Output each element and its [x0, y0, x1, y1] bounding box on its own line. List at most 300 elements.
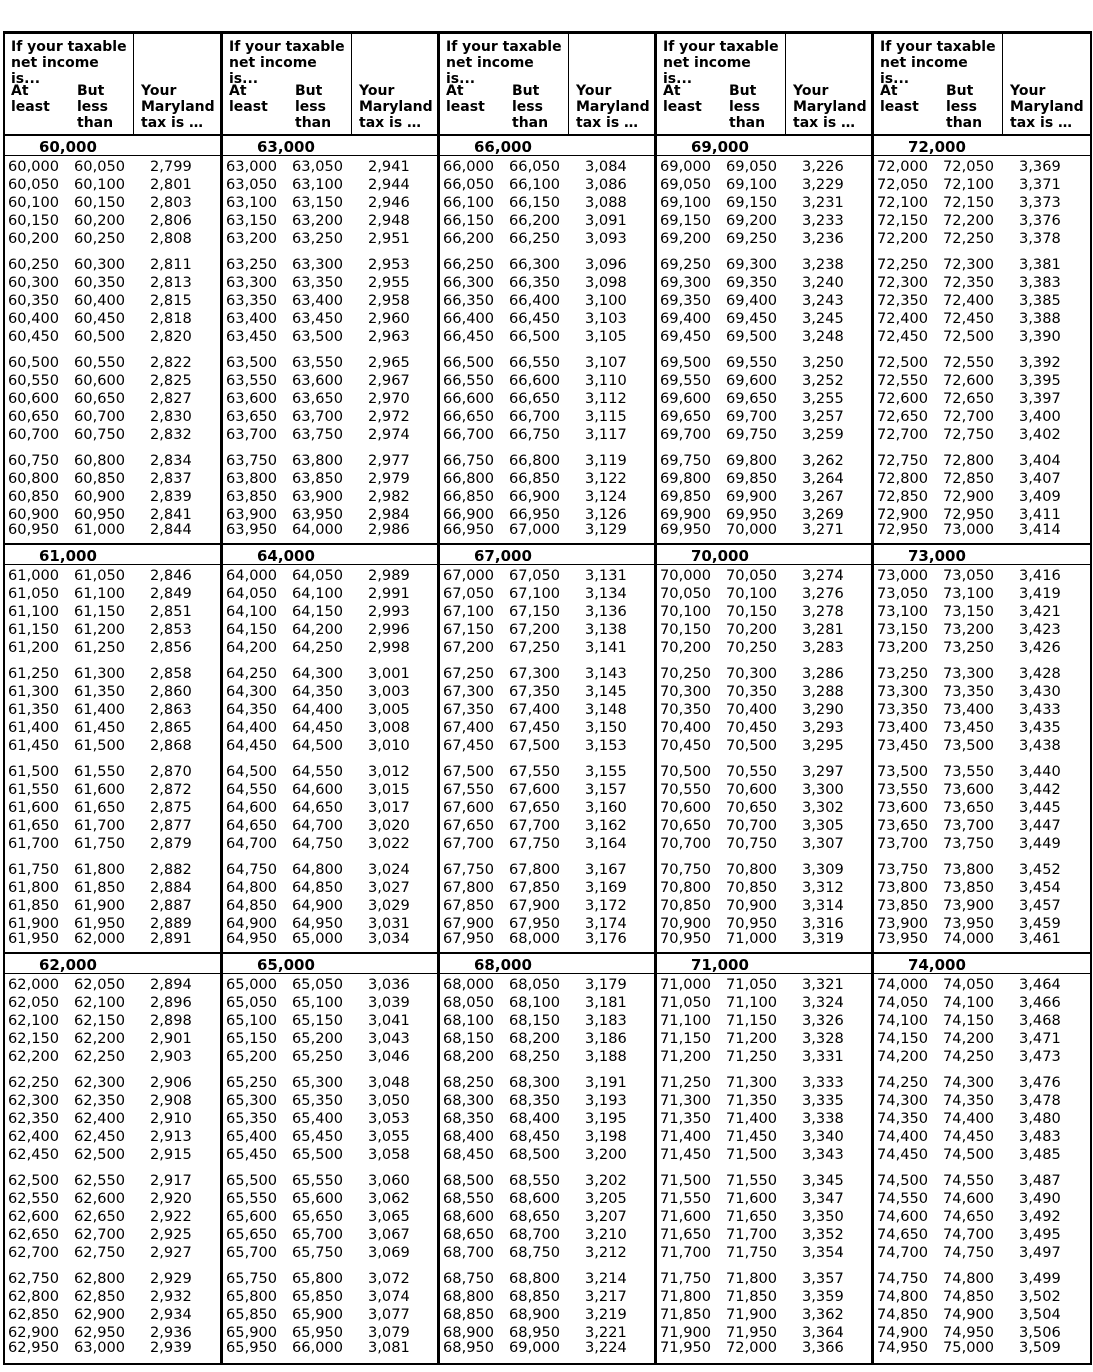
- but-less-than-value: 67,350: [509, 683, 561, 700]
- table-row: [657, 426, 875, 444]
- at-least-value: 63,600: [226, 390, 278, 407]
- table-row: [657, 701, 875, 719]
- tax-value: 3,257: [802, 408, 844, 425]
- but-less-than-value: 68,450: [509, 1128, 561, 1145]
- tax-value: 3,103: [585, 310, 627, 327]
- at-least-value: 73,950: [877, 930, 929, 947]
- at-least-value: 60,400: [8, 310, 60, 327]
- but-less-than-value: 75,000: [943, 1339, 995, 1356]
- tax-value: 2,979: [368, 470, 410, 487]
- but-less-than-value: 72,050: [943, 158, 995, 175]
- at-least-value: 71,900: [660, 1324, 712, 1341]
- but-less-than-value: 68,350: [509, 1092, 561, 1109]
- tax-value: 2,870: [150, 763, 192, 780]
- table-row: [657, 781, 875, 799]
- table-row: [5, 835, 223, 853]
- but-less-than-value: 67,200: [509, 621, 561, 638]
- but-less-than-value: 66,150: [509, 194, 561, 211]
- at-least-value: 62,050: [8, 994, 60, 1011]
- table-row: [440, 1048, 658, 1066]
- at-least-value: 73,200: [877, 639, 929, 656]
- tax-value: 3,290: [802, 701, 844, 718]
- but-less-than-value: 71,000: [726, 930, 778, 947]
- tax-value: 3,471: [1019, 1030, 1061, 1047]
- tax-value: 3,176: [585, 930, 627, 947]
- block-heading: [874, 545, 1092, 565]
- header-your-tax: Your Maryland tax is …: [576, 83, 650, 131]
- tax-value: 2,858: [150, 665, 192, 682]
- table-row: [440, 1288, 658, 1306]
- income-block: [5, 954, 223, 1363]
- table-row: [657, 372, 875, 390]
- table-row: [5, 1339, 223, 1357]
- but-less-than-value: 74,100: [943, 994, 995, 1011]
- tax-value: 2,993: [368, 603, 410, 620]
- tax-value: 3,395: [1019, 372, 1061, 389]
- table-row: [223, 763, 441, 781]
- table-row: [657, 1244, 875, 1262]
- table-row: [5, 665, 223, 683]
- header-caption: If your taxable net income is...: [229, 39, 345, 87]
- but-less-than-value: 67,550: [509, 763, 561, 780]
- but-less-than-value: 66,450: [509, 310, 561, 327]
- tax-value: 2,818: [150, 310, 192, 327]
- table-row: [874, 976, 1092, 994]
- at-least-value: 64,800: [226, 879, 278, 896]
- but-less-than-value: 61,100: [74, 585, 126, 602]
- tax-value: 3,093: [585, 230, 627, 247]
- at-least-value: 69,650: [660, 408, 712, 425]
- tax-value: 3,145: [585, 683, 627, 700]
- at-least-value: 63,950: [226, 521, 278, 538]
- at-least-value: 70,100: [660, 603, 712, 620]
- at-least-value: 67,150: [443, 621, 495, 638]
- table-row: [5, 1030, 223, 1048]
- table-row: [5, 1270, 223, 1288]
- but-less-than-value: 66,100: [509, 176, 561, 193]
- header-at-least: At least: [880, 83, 919, 115]
- at-least-value: 68,700: [443, 1244, 495, 1261]
- but-less-than-value: 66,850: [509, 470, 561, 487]
- tax-value: 3,155: [585, 763, 627, 780]
- tax-value: 3,034: [368, 930, 410, 947]
- but-less-than-value: 71,800: [726, 1270, 778, 1287]
- at-least-value: 63,250: [226, 256, 278, 273]
- table-row: [223, 639, 441, 657]
- but-less-than-value: 66,300: [509, 256, 561, 273]
- tax-value: 3,115: [585, 408, 627, 425]
- tax-value: 3,421: [1019, 603, 1061, 620]
- table-row: [657, 817, 875, 835]
- tax-value: 3,419: [1019, 585, 1061, 602]
- tax-value: 3,181: [585, 994, 627, 1011]
- but-less-than-value: 70,000: [726, 521, 778, 538]
- at-least-value: 70,450: [660, 737, 712, 754]
- at-least-value: 70,150: [660, 621, 712, 638]
- at-least-value: 60,050: [8, 176, 60, 193]
- table-row: [223, 1172, 441, 1190]
- but-less-than-value: 72,250: [943, 230, 995, 247]
- at-least-value: 60,350: [8, 292, 60, 309]
- at-least-value: 65,750: [226, 1270, 278, 1287]
- at-least-value: 74,800: [877, 1288, 929, 1305]
- tax-value: 2,846: [150, 567, 192, 584]
- but-less-than-value: 64,950: [292, 915, 344, 932]
- at-least-value: 67,750: [443, 861, 495, 878]
- table-row: [657, 488, 875, 506]
- table-row: [874, 639, 1092, 657]
- table-row: [874, 256, 1092, 274]
- at-least-value: 70,700: [660, 835, 712, 852]
- but-less-than-value: 68,650: [509, 1208, 561, 1225]
- but-less-than-value: 64,250: [292, 639, 344, 656]
- tax-value: 2,951: [368, 230, 410, 247]
- tax-value: 3,440: [1019, 763, 1061, 780]
- tax-value: 3,454: [1019, 879, 1061, 896]
- tax-value: 3,112: [585, 390, 627, 407]
- but-less-than-value: 63,200: [292, 212, 344, 229]
- at-least-value: 71,650: [660, 1226, 712, 1243]
- but-less-than-value: 71,350: [726, 1092, 778, 1109]
- at-least-value: 66,250: [443, 256, 495, 273]
- but-less-than-value: 66,650: [509, 390, 561, 407]
- table-row: [874, 683, 1092, 701]
- but-less-than-value: 72,000: [726, 1339, 778, 1356]
- tax-value: 2,927: [150, 1244, 192, 1261]
- tax-value: 3,062: [368, 1190, 410, 1207]
- but-less-than-value: 71,750: [726, 1244, 778, 1261]
- tax-value: 3,350: [802, 1208, 844, 1225]
- tax-value: 3,065: [368, 1208, 410, 1225]
- table-row: [223, 567, 441, 585]
- but-less-than-value: 70,250: [726, 639, 778, 656]
- but-less-than-value: 68,250: [509, 1048, 561, 1065]
- block-heading: [874, 136, 1092, 156]
- but-less-than-value: 63,450: [292, 310, 344, 327]
- table-row: [5, 976, 223, 994]
- but-less-than-value: 70,500: [726, 737, 778, 754]
- income-block: [440, 136, 658, 545]
- tax-value: 3,248: [802, 328, 844, 345]
- at-least-value: 69,750: [660, 452, 712, 469]
- but-less-than-value: 69,150: [726, 194, 778, 211]
- table-row: [657, 1110, 875, 1128]
- tax-value: 2,815: [150, 292, 192, 309]
- table-row: [874, 1226, 1092, 1244]
- at-least-value: 68,950: [443, 1339, 495, 1356]
- tax-value: 3,231: [802, 194, 844, 211]
- at-least-value: 73,250: [877, 665, 929, 682]
- tax-value: 3,269: [802, 506, 844, 523]
- but-less-than-value: 66,050: [509, 158, 561, 175]
- but-less-than-value: 68,100: [509, 994, 561, 1011]
- at-least-value: 66,750: [443, 452, 495, 469]
- table-row: [223, 328, 441, 346]
- block-heading: [657, 954, 875, 974]
- at-least-value: 66,900: [443, 506, 495, 523]
- table-row: [657, 390, 875, 408]
- but-less-than-value: 66,000: [292, 1339, 344, 1356]
- but-less-than-value: 63,100: [292, 176, 344, 193]
- table-row: [874, 763, 1092, 781]
- tax-value: 2,958: [368, 292, 410, 309]
- table-row: [5, 817, 223, 835]
- but-less-than-value: 69,450: [726, 310, 778, 327]
- but-less-than-value: 61,350: [74, 683, 126, 700]
- tax-value: 3,314: [802, 897, 844, 914]
- but-less-than-value: 66,400: [509, 292, 561, 309]
- table-row: [440, 1270, 658, 1288]
- table-row: [223, 354, 441, 372]
- at-least-value: 62,150: [8, 1030, 60, 1047]
- table-row: [440, 274, 658, 292]
- tax-value: 3,447: [1019, 817, 1061, 834]
- tax-value: 3,245: [802, 310, 844, 327]
- table-row: [657, 994, 875, 1012]
- at-least-value: 63,850: [226, 488, 278, 505]
- table-row: [440, 585, 658, 603]
- at-least-value: 67,600: [443, 799, 495, 816]
- tax-value: 2,891: [150, 930, 192, 947]
- at-least-value: 61,900: [8, 915, 60, 932]
- table-row: [874, 452, 1092, 470]
- at-least-value: 65,850: [226, 1306, 278, 1323]
- table-row: [657, 310, 875, 328]
- block-title: 67,000: [474, 547, 532, 565]
- tax-value: 3,012: [368, 763, 410, 780]
- but-less-than-value: 67,950: [509, 915, 561, 932]
- table-row: [223, 930, 441, 948]
- table-row: [874, 328, 1092, 346]
- column-header: [440, 34, 658, 134]
- block-heading: [440, 136, 658, 156]
- table-row: [874, 1074, 1092, 1092]
- but-less-than-value: 71,900: [726, 1306, 778, 1323]
- but-less-than-value: 69,350: [726, 274, 778, 291]
- at-least-value: 62,350: [8, 1110, 60, 1127]
- but-less-than-value: 61,050: [74, 567, 126, 584]
- table-row: [440, 976, 658, 994]
- table-row: [440, 719, 658, 737]
- block-heading: [223, 954, 441, 974]
- but-less-than-value: 67,250: [509, 639, 561, 656]
- but-less-than-value: 73,750: [943, 835, 995, 852]
- table-row: [440, 861, 658, 879]
- table-row: [5, 1012, 223, 1030]
- tax-column-2: [220, 34, 441, 1363]
- but-less-than-value: 74,750: [943, 1244, 995, 1261]
- but-less-than-value: 65,400: [292, 1110, 344, 1127]
- table-row: [657, 1048, 875, 1066]
- tax-value: 2,830: [150, 408, 192, 425]
- tax-value: 2,960: [368, 310, 410, 327]
- tax-value: 3,369: [1019, 158, 1061, 175]
- tax-value: 3,307: [802, 835, 844, 852]
- but-less-than-value: 71,150: [726, 1012, 778, 1029]
- tax-value: 2,811: [150, 256, 192, 273]
- at-least-value: 60,200: [8, 230, 60, 247]
- tax-value: 2,977: [368, 452, 410, 469]
- table-row: [223, 1244, 441, 1262]
- but-less-than-value: 67,850: [509, 879, 561, 896]
- table-row: [657, 1190, 875, 1208]
- tax-value: 3,487: [1019, 1172, 1061, 1189]
- but-less-than-value: 68,750: [509, 1244, 561, 1261]
- at-least-value: 73,300: [877, 683, 929, 700]
- tax-value: 2,984: [368, 506, 410, 523]
- but-less-than-value: 65,100: [292, 994, 344, 1011]
- table-row: [5, 930, 223, 948]
- but-less-than-value: 72,100: [943, 176, 995, 193]
- but-less-than-value: 71,950: [726, 1324, 778, 1341]
- tax-value: 3,210: [585, 1226, 627, 1243]
- but-less-than-value: 63,300: [292, 256, 344, 273]
- at-least-value: 67,450: [443, 737, 495, 754]
- table-row: [657, 470, 875, 488]
- tax-value: 3,036: [368, 976, 410, 993]
- but-less-than-value: 61,800: [74, 861, 126, 878]
- at-least-value: 68,550: [443, 1190, 495, 1207]
- at-least-value: 62,300: [8, 1092, 60, 1109]
- header-but-less-than: But less than: [512, 83, 549, 131]
- at-least-value: 60,600: [8, 390, 60, 407]
- but-less-than-value: 60,400: [74, 292, 126, 309]
- at-least-value: 67,200: [443, 639, 495, 656]
- but-less-than-value: 66,250: [509, 230, 561, 247]
- tax-value: 3,110: [585, 372, 627, 389]
- at-least-value: 60,650: [8, 408, 60, 425]
- tax-value: 3,039: [368, 994, 410, 1011]
- but-less-than-value: 64,000: [292, 521, 344, 538]
- but-less-than-value: 65,550: [292, 1172, 344, 1189]
- but-less-than-value: 63,150: [292, 194, 344, 211]
- at-least-value: 68,800: [443, 1288, 495, 1305]
- at-least-value: 60,450: [8, 328, 60, 345]
- but-less-than-value: 62,700: [74, 1226, 126, 1243]
- tax-value: 3,490: [1019, 1190, 1061, 1207]
- tax-value: 2,860: [150, 683, 192, 700]
- table-row: [223, 292, 441, 310]
- tax-value: 3,497: [1019, 1244, 1061, 1261]
- at-least-value: 61,850: [8, 897, 60, 914]
- but-less-than-value: 68,550: [509, 1172, 561, 1189]
- at-least-value: 74,600: [877, 1208, 929, 1225]
- table-row: [223, 426, 441, 444]
- tax-value: 2,856: [150, 639, 192, 656]
- tax-column-5: [871, 34, 1092, 1363]
- at-least-value: 64,150: [226, 621, 278, 638]
- at-least-value: 63,400: [226, 310, 278, 327]
- tax-value: 3,027: [368, 879, 410, 896]
- at-least-value: 65,400: [226, 1128, 278, 1145]
- tax-value: 2,875: [150, 799, 192, 816]
- at-least-value: 70,050: [660, 585, 712, 602]
- but-less-than-value: 66,600: [509, 372, 561, 389]
- but-less-than-value: 71,850: [726, 1288, 778, 1305]
- table-row: [440, 1012, 658, 1030]
- table-row: [5, 861, 223, 879]
- at-least-value: 73,600: [877, 799, 929, 816]
- table-row: [657, 737, 875, 755]
- but-less-than-value: 71,550: [726, 1172, 778, 1189]
- but-less-than-value: 73,950: [943, 915, 995, 932]
- but-less-than-value: 72,900: [943, 488, 995, 505]
- at-least-value: 74,450: [877, 1146, 929, 1163]
- table-row: [223, 879, 441, 897]
- table-row: [657, 274, 875, 292]
- tax-value: 3,328: [802, 1030, 844, 1047]
- at-least-value: 69,800: [660, 470, 712, 487]
- at-least-value: 72,050: [877, 176, 929, 193]
- tax-value: 3,345: [802, 1172, 844, 1189]
- table-row: [874, 1339, 1092, 1357]
- table-row: [223, 835, 441, 853]
- tax-value: 3,138: [585, 621, 627, 638]
- tax-value: 3,122: [585, 470, 627, 487]
- at-least-value: 72,300: [877, 274, 929, 291]
- but-less-than-value: 73,000: [943, 521, 995, 538]
- at-least-value: 63,100: [226, 194, 278, 211]
- but-less-than-value: 69,100: [726, 176, 778, 193]
- but-less-than-value: 61,900: [74, 897, 126, 914]
- tax-value: 2,903: [150, 1048, 192, 1065]
- but-less-than-value: 64,600: [292, 781, 344, 798]
- at-least-value: 62,500: [8, 1172, 60, 1189]
- but-less-than-value: 63,900: [292, 488, 344, 505]
- table-row: [5, 719, 223, 737]
- tax-value: 2,863: [150, 701, 192, 718]
- table-row: [874, 292, 1092, 310]
- block-title: 68,000: [474, 956, 532, 974]
- tax-value: 2,948: [368, 212, 410, 229]
- but-less-than-value: 67,600: [509, 781, 561, 798]
- but-less-than-value: 73,200: [943, 621, 995, 638]
- header-at-least: At least: [663, 83, 702, 115]
- table-row: [5, 372, 223, 390]
- at-least-value: 72,650: [877, 408, 929, 425]
- table-row: [657, 879, 875, 897]
- but-less-than-value: 64,150: [292, 603, 344, 620]
- at-least-value: 67,250: [443, 665, 495, 682]
- at-least-value: 66,150: [443, 212, 495, 229]
- at-least-value: 72,800: [877, 470, 929, 487]
- but-less-than-value: 67,500: [509, 737, 561, 754]
- tax-column-4: [654, 34, 875, 1363]
- at-least-value: 74,950: [877, 1339, 929, 1356]
- but-less-than-value: 72,300: [943, 256, 995, 273]
- at-least-value: 69,250: [660, 256, 712, 273]
- tax-value: 3,378: [1019, 230, 1061, 247]
- tax-value: 3,426: [1019, 639, 1061, 656]
- but-less-than-value: 74,700: [943, 1226, 995, 1243]
- at-least-value: 72,950: [877, 521, 929, 538]
- at-least-value: 60,550: [8, 372, 60, 389]
- at-least-value: 74,650: [877, 1226, 929, 1243]
- income-block: [440, 545, 658, 954]
- table-row: [5, 256, 223, 274]
- but-less-than-value: 60,150: [74, 194, 126, 211]
- but-less-than-value: 68,600: [509, 1190, 561, 1207]
- at-least-value: 63,750: [226, 452, 278, 469]
- but-less-than-value: 71,650: [726, 1208, 778, 1225]
- at-least-value: 65,050: [226, 994, 278, 1011]
- tax-value: 3,008: [368, 719, 410, 736]
- tax-value: 2,910: [150, 1110, 192, 1127]
- but-less-than-value: 67,300: [509, 665, 561, 682]
- but-less-than-value: 69,500: [726, 328, 778, 345]
- block-title: 63,000: [257, 138, 315, 156]
- but-less-than-value: 72,700: [943, 408, 995, 425]
